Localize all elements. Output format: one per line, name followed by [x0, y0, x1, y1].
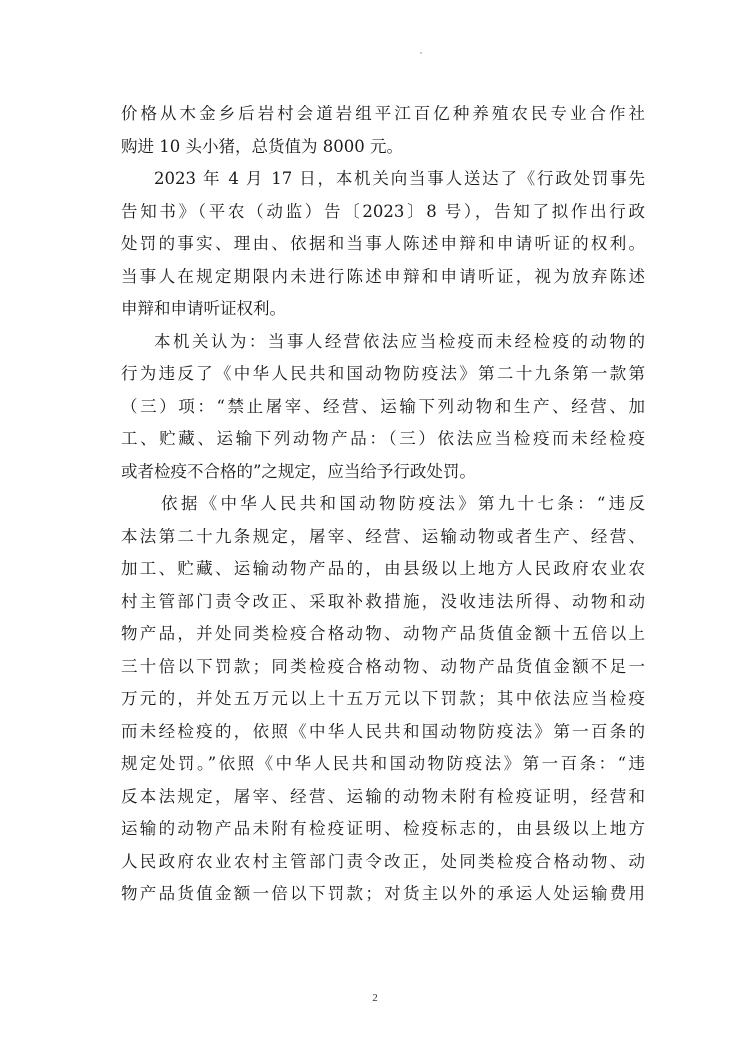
text-line: 规定处罚。”依照《中华人民共和国动物防疫法》第一百条：“违 — [121, 754, 645, 773]
text-line: 本机关认为：当事人经营依法应当检疫而未经检疫的动物的 — [154, 331, 645, 351]
text-line: 物产品，并处同类检疫合格动物、动物产品货值金额十五倍以上 — [121, 624, 645, 643]
paragraph-finding — [121, 326, 645, 489]
text-line: 处罚的事实、理由、依据和当事人陈述申辩和申请听证的权利。 — [121, 234, 645, 253]
document-body — [121, 98, 645, 911]
text-line: 依据《中华人民共和国动物防疫法》第九十七条：“违反 — [161, 494, 645, 513]
text-line: 当事人在规定期限内未进行陈述申辩和申请听证，视为放弃陈述 — [121, 266, 645, 286]
text-line: 价格从木金乡后岩村会道岩组平江百亿种养殖农民专业合作社 — [121, 104, 645, 123]
text-line: 工、贮藏、运输下列动物产品：（三）依法应当检疫而未经检疫 — [121, 429, 645, 448]
paragraph-legal-basis — [121, 488, 645, 911]
text-line: 申辩和申请听证权利。 — [121, 299, 286, 318]
text-line: 物产品货值金额一倍以下罚款；对货主以外的承运人处运输费用 — [121, 884, 645, 903]
text-line: 本法第二十九条规定，屠宰、经营、运输动物或者生产、经营、 — [121, 526, 645, 546]
text-line: 或者检疫不合格的”之规定，应当给予行政处罚。 — [121, 461, 476, 481]
paragraph-notice — [121, 163, 645, 326]
text-line: 反本法规定，屠宰、经营、运输的动物未附有检疫证明，经营和 — [121, 786, 645, 806]
page-number: 2 — [372, 992, 378, 1004]
text-line: （三）项：“禁止屠宰、经营、运输下列动物和生产、经营、加 — [121, 396, 645, 416]
scan-speck — [420, 52, 422, 54]
text-line: 运输的动物产品未附有检疫证明、检疫标志的，由县级以上地方 — [121, 819, 645, 838]
paragraph-purchase — [121, 98, 645, 163]
text-line: 人民政府农业农村主管部门责令改正，处同类检疫合格动物、动 — [121, 851, 645, 871]
text-line: 行为违反了《中华人民共和国动物防疫法》第二十九条第一款第 — [121, 364, 645, 383]
text-line: 购进 10 头小猪，总货值为 8000 元。 — [121, 136, 403, 156]
text-line: 村主管部门责令改正、采取补救措施，没收违法所得、动物和动 — [121, 591, 645, 611]
text-line: 加工、贮藏、运输动物产品的，由县级以上地方人民政府农业农 — [121, 559, 645, 578]
text-line: 而未经检疫的，依照《中华人民共和国动物防疫法》第一百条的 — [121, 721, 645, 741]
text-line: 2023 年 4 月 17 日，本机关向当事人送达了《行政处罚事先 — [154, 169, 645, 188]
text-line: 三十倍以下罚款；同类检疫合格动物、动物产品货值金额不足一 — [121, 656, 645, 676]
text-line: 万元的，并处五万元以上十五万元以下罚款；其中依法应当检疫 — [121, 689, 645, 708]
text-line: 告知书》（平农（动监）告〔2023〕8 号），告知了拟作出行政 — [121, 201, 645, 221]
